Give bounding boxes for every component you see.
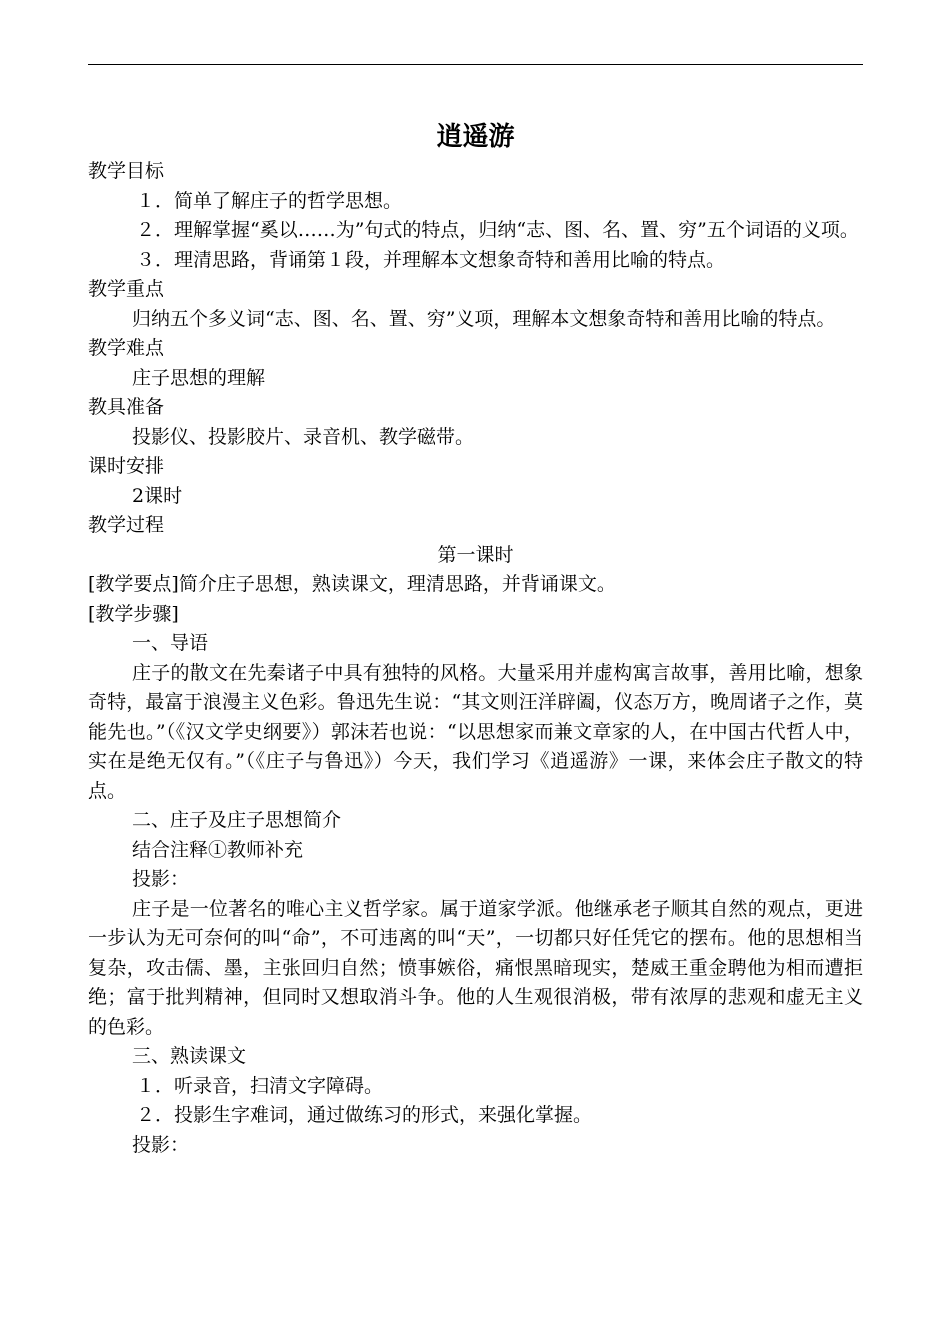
section-heading: 教具准备 <box>88 396 165 418</box>
section-heading: 教学难点 <box>88 337 165 359</box>
paragraph: ３．理清思路，背诵第１段，并理解本文想象奇特和善用比喻的特点。 <box>136 248 726 271</box>
section-heading: [教学步骤] <box>88 602 179 625</box>
paragraph: 投影： <box>132 1133 190 1156</box>
document-body <box>88 157 863 1160</box>
paragraph: 归纳五个多义词“志、图、名、置、穷”义项，理解本文想象奇特和善用比喻的特点。 <box>132 307 836 330</box>
paragraph: １．听录音，扫清文字障碍。 <box>136 1074 384 1097</box>
paragraph: 庄子思想的理解 <box>132 366 266 389</box>
paragraph: 一、导语 <box>132 632 209 654</box>
paragraph: 三、熟读课文 <box>132 1045 247 1067</box>
paragraph: 二、庄子及庄子思想简介 <box>132 809 342 831</box>
paragraph: 庄子是一位著名的唯心主义哲学家。属于道家学派。他继承老子顺其自然的观点，更进一步认为无可奈何的叫“命”，不可违离的叫“天”，一切都只好任凭它的摆布。他的思想相当复杂，攻击儒、墨，主张回归自然；愤事嫉俗，痛恨黑暗现实，楚威王重金聘他为相而遭拒绝；富于批判精神，但同时又想取消斗争。他的人生观很消极，带有浓厚的悲观和虚无主义的色彩。 <box>88 897 863 1038</box>
paragraph: 2课时 <box>132 484 183 507</box>
paragraph: ２．理解掌握“奚以……为”句式的特点，归纳“志、图、名、置、穷”五个词语的义项。 <box>136 219 859 241</box>
paragraph: 投影： <box>132 868 190 890</box>
lesson-heading: 第一课时 <box>437 543 514 566</box>
document-title: 逍遥游 <box>436 122 515 152</box>
paragraph: １．简单了解庄子的哲学思想。 <box>136 189 403 212</box>
header-rule <box>88 64 863 65</box>
paragraph: 结合注释①教师补充 <box>132 838 304 861</box>
section-heading: 课时安排 <box>88 455 165 477</box>
section-heading: 教学过程 <box>88 514 165 536</box>
section-heading: 教学目标 <box>88 160 165 182</box>
paragraph: 庄子的散文在先秦诸子中具有独特的风格。大量采用并虚构寓言故事，善用比喻，想象奇特，最富于浪漫主义色彩。鲁迅先生说：“其文则汪洋辟阖，仪态万方，晚周诸子之作，莫能先也。”（《汉文学史纲要》）郭沫若也说：“以思想家而兼文章家的人，在中国古代哲人中，实在是绝无仅有。”（《庄子与鲁迅》）今天，我们学习《逍遥游》一课，来体会庄子散文的特点。 <box>88 661 863 802</box>
document-page <box>88 117 863 1160</box>
paragraph: 投影仪、投影胶片、录音机、教学磁带。 <box>132 425 475 448</box>
section-heading: [教学要点]简介庄子思想，熟读课文，理清思路，并背诵课文。 <box>88 573 616 595</box>
section-heading: 教学重点 <box>88 278 165 300</box>
paragraph: ２．投影生字难词，通过做练习的形式，来强化掌握。 <box>136 1104 593 1126</box>
